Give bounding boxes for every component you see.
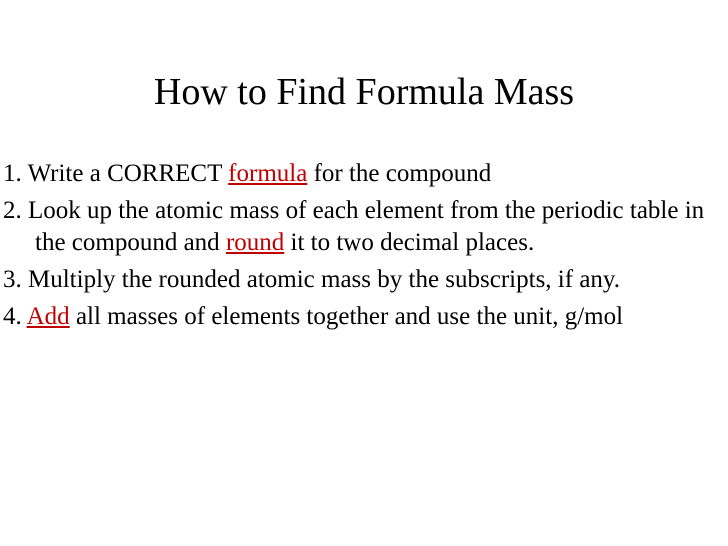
- step-text: all masses of elements together and use the unit, g/mol: [69, 303, 624, 330]
- slide-title-text: How to Find Formula Mass: [153, 71, 575, 113]
- step-number: 2.: [3, 197, 28, 224]
- step-3: [3, 264, 718, 296]
- step-text: it to two decimal places.: [284, 229, 535, 256]
- step-number: 4.: [3, 303, 27, 330]
- step-text: Write a CORRECT: [27, 160, 229, 187]
- step-text: Look up the atomic mass of each element from the periodic table in the compound and: [28, 197, 705, 256]
- step-1: [3, 158, 718, 190]
- formula-link[interactable]: formula: [228, 160, 308, 187]
- steps-list: [3, 158, 718, 338]
- step-2: [3, 195, 718, 259]
- step-number: 3.: [3, 266, 28, 293]
- slide-title: [0, 68, 728, 116]
- step-text: Multiply the rounded atomic mass by the subscripts, if any.: [28, 266, 621, 293]
- step-4: [3, 301, 718, 333]
- step-number: 1.: [3, 160, 28, 187]
- step-text: for the compound: [307, 160, 492, 187]
- add-link[interactable]: Add: [26, 303, 70, 330]
- round-link[interactable]: round: [225, 229, 285, 256]
